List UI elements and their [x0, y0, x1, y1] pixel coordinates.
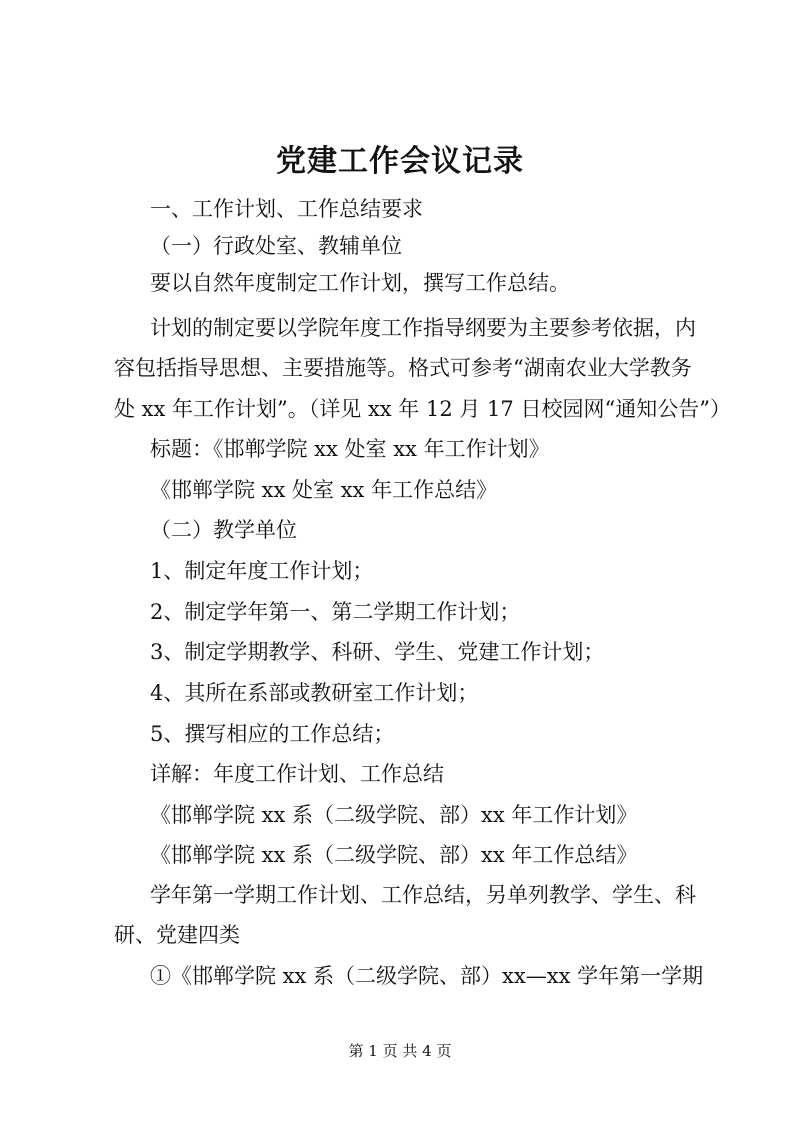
paragraph-line: 要以自然年度制定工作计划，撰写工作总结。: [150, 271, 570, 295]
subsection-heading-1: （一）行政处室、教辅单位: [150, 234, 402, 258]
paragraph-line: 学年第一学期工作计划、工作总结，另单列教学、学生、科: [150, 883, 696, 907]
paragraph-line: 《邯郸学院 xx 系（二级学院、部）xx 年工作总结》: [150, 843, 638, 867]
paragraph-line: 研、党建四类: [114, 923, 240, 947]
list-item: 4、其所在系部或教研室工作计划；: [150, 681, 479, 705]
paragraph-line: 处 xx 年工作计划”。（详见 xx 年 12 月 17 日校园网“通知公告”）: [114, 397, 731, 421]
list-item: 3、制定学期教学、科研、学生、党建工作计划；: [150, 640, 605, 664]
page-number-footer: 第 1 页 共 4 页: [348, 1042, 452, 1060]
paragraph-line: 《邯郸学院 xx 处室 xx 年工作总结》: [150, 478, 498, 502]
paragraph-line: ①《邯郸学院 xx 系（二级学院、部）xx—xx 学年第一学期: [150, 964, 704, 988]
subsection-heading-2: （二）教学单位: [150, 518, 297, 542]
list-item: 1、制定年度工作计划；: [150, 559, 374, 583]
list-item: 2、制定学年第一、第二学期工作计划；: [150, 600, 521, 624]
paragraph-line: 计划的制定要以学院年度工作指导纲要为主要参考依据，内: [150, 316, 696, 340]
section-heading-1: 一、工作计划、工作总结要求: [150, 197, 423, 221]
paragraph-line: 标题：《邯郸学院 xx 处室 xx 年工作计划》: [150, 437, 550, 461]
paragraph-line: 详解：年度工作计划、工作总结: [150, 762, 444, 786]
paragraph-line: 容包括指导思想、主要措施等。格式可参考“湖南农业大学教务: [114, 356, 692, 380]
paragraph-line: 《邯郸学院 xx 系（二级学院、部）xx 年工作计划》: [150, 803, 638, 827]
document-title: 党建工作会议记录: [276, 144, 524, 179]
list-item: 5、撰写相应的工作总结；: [150, 722, 395, 746]
